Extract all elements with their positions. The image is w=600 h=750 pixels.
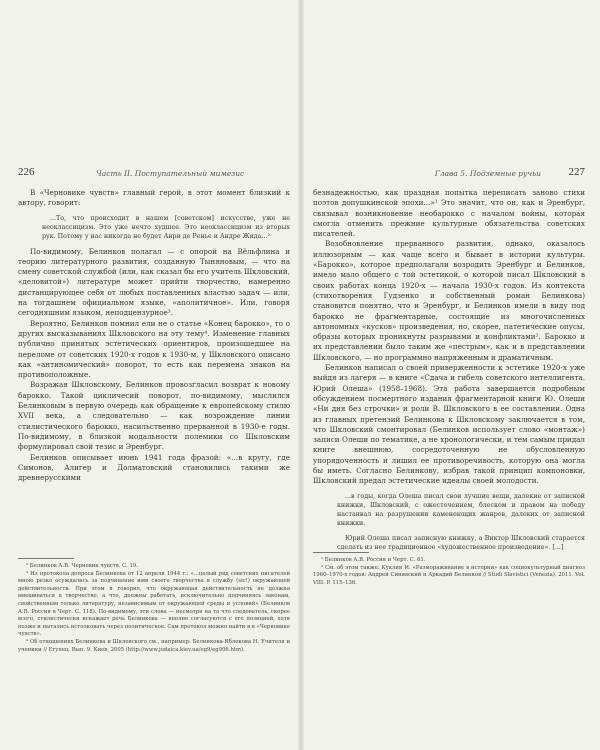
footnote-rule <box>313 552 369 553</box>
paragraph: В «Черновике чувств» главный герой, в этот момент близкий к автору, говорит: <box>18 188 290 208</box>
body-text <box>18 188 290 483</box>
body-text <box>313 188 585 558</box>
paragraph: безнадежностью, как праздная попытка переписать заново стихи поэтов допушкинской эпохи...»¹ Это значит, что он, как и Эренбург, связывал возникновение необарокко с началом войны, которая смогла отменить прежние культурные обязательства советских писателей. <box>313 188 585 239</box>
footnotes <box>18 558 290 654</box>
paragraph: Возобновление прерванного развития, однако, оказалось иллюзорным — как чаще всего и бывает в истории культуры. «Барокко», которое предполагали возродить Эренбург и Белинков, имело мало общего с той эстетикой, о которой писал Шкловский в своих работах конца 1920-х — начала 1930-х годов. Из контекста (стихотворения Гудзенко и собственный роман Белинкова) становится понятно, что и Эренбург, и Белинков имели в виду под барокко не фрагментарные, состоящие из многочисленных автономных «кусков» произведения, но, скорее, патетические опусы, образы которых проникнуты разрывами и конфликтами². Барокко и их представлении было таким же «пестрым», как и в представлении Шкловского, — но программно напряженным и драматичным. <box>313 239 585 362</box>
page-number: 227 <box>568 166 585 178</box>
footnote: ³ Из протокола допроса Белинкова от 12 апреля 1944 г.: «...целый ряд советских писателей мною резко осуждались за подчинение ими своего творчества в службу (sic!) окружающей действительности. При этом я говорил, что окружающая действительность не должна вмешиваться в творчество, а что, должны работать, исключительно подчиняясь законам, свойственным только литературу, независимым от окружающей среды и условий» (Белинков А.В. Россия в Черт. С. 118). По-видимому, эти слова — несмотря на то что следователь, скорее всего, стилистически искажает речь Белинкова — вполне согласуются с его позицией, хотя позже и пытались истолковать через политическое. Сам протокол можно найти в в «Черновике чувств». <box>18 570 290 638</box>
running-head <box>313 168 585 182</box>
left-page <box>18 0 290 750</box>
block-quote: ...в годы, когда Олеша писал свои лучшие вещи, далекие от записной книжки, Шкловский, с ожесточением, блеском и правом на победу настаивал на разрушении каменеющих жанров, далеких от записной книжки. <box>337 492 585 527</box>
block-quote: ...То, что происходит в нашем [советском] искусстве, уже не неоклассицизм. Это уже нечто худшее. Это неоклассицизм из вторых рук. Потому у нас никогда не будет Анри де Ренье и Андре Жида...² <box>42 214 290 240</box>
running-title: Часть II. Поступательный мимезис <box>96 169 245 178</box>
right-page <box>313 0 585 750</box>
running-title: Глава 5. Подземные ручьи <box>434 169 541 178</box>
footnote: ² См. об этом также: Куклин И. «Размораживание в истории» как социокультурный диагноз 1960–1970-х годов: Андрей Синявский и Аркадий Белинков // Studi Slavistici (Venezia). 2011. Vol. VIII. P. 115–136. <box>313 564 585 586</box>
page-number: 226 <box>18 166 35 178</box>
paragraph: По-видимому, Белинков полагал — с опорой на Вёльфлина и теорию литературного развития, созданную Тыняновым, — что на смену советской службой (или, как сказал бы его учитель Шкловский, «деловитой») литературе может прийти творчество, намеренно дистанцирующее себя от любых поставленных властью задач — или, на тогдашнем официальном языке, «аполитичное». Или, говоря сегодняшним языком, неподцензурное³. <box>18 246 290 318</box>
footnotes <box>313 552 585 587</box>
book-gutter <box>298 0 304 750</box>
footnote: ⁴ Об отношениях Белинкова и Шкловского см., например: Белинкова-Яблокова Н. Учителя и ученики // Егупец. Вып. 9. Киев, 2005 (http://www.judaica.kiev.ua/eg9/eg906.htm). <box>18 638 290 653</box>
paragraph: Белинков написал о своей приверженности к эстетике 1920-х уже выйдя из лагеря — в книге «Сдача и гибель советского интеллигента. Юрий Олеша» (1958–1968). Эта работа завершается подробным обсуждением посмертного издания фрагментарной книги Ю. Олеши «Ни дня без строчки» и роли В. Шкловского в ее составлении. Одна из главных претензий Белинкова к Шкловскому заключается в том, что Шкловский смонтировал (Белинков использует слово «монтаж») записи Олеши по тематике, а не хронологически, и тем самым придал книге внешнюю, сосредоточенную не обусловленную упорядоченность и лишил ее противоречивость, которую она могла бы иметь. Согласно Белинкову, избрав такой принцип компоновки, Шкловский предал эстетические идеалы своей молодости. <box>313 363 585 486</box>
paragraph: Вероятно, Белинков помнил ели не о статье «Конец барокко», то о других высказываниях Шкловского на эту тему⁴. Изменение главных публично принятых эстетических ориентиров, произошедшее на переломе от советских 1920-х годов к 1930-м, у Шкловского описано как «антиномический» поворот, то есть как перемена знаков на противоположные. <box>18 318 290 380</box>
running-head <box>18 168 290 182</box>
block-quote: Юрий Олеша писал записную книжку, а Виктор Шкловский старается сделать из нее традиционное «художественное произведение». [...] <box>337 534 585 551</box>
footnote: ² Белинков А.В. Черновик чувств. С. 19. <box>26 563 138 569</box>
footnote-rule <box>18 558 74 559</box>
paragraph: Белинков описывает июнь 1941 года фразой: «...в кругу, где Симонов, Алигер и Долматовский становились такими же древнерусскими <box>18 452 290 483</box>
footnote: ¹ Белинков А.В. Россия и Черт. С. 61. <box>321 557 426 563</box>
paragraph: Возражая Шкловскому, Белинков провозгласил возврат к новому барокко. Такой цикличесий поворот, по-видимому, мыслился Белинковым в первую очередь как обращение к европейскому стилю XVII века, а следовательно — как возрождение линии стилистического барокко, насильственно прерванной в 1930-е годы. По-видимому, в близкой модальности полемики со Шкловским формулировал свой тезис и Эренбург. <box>18 380 290 452</box>
